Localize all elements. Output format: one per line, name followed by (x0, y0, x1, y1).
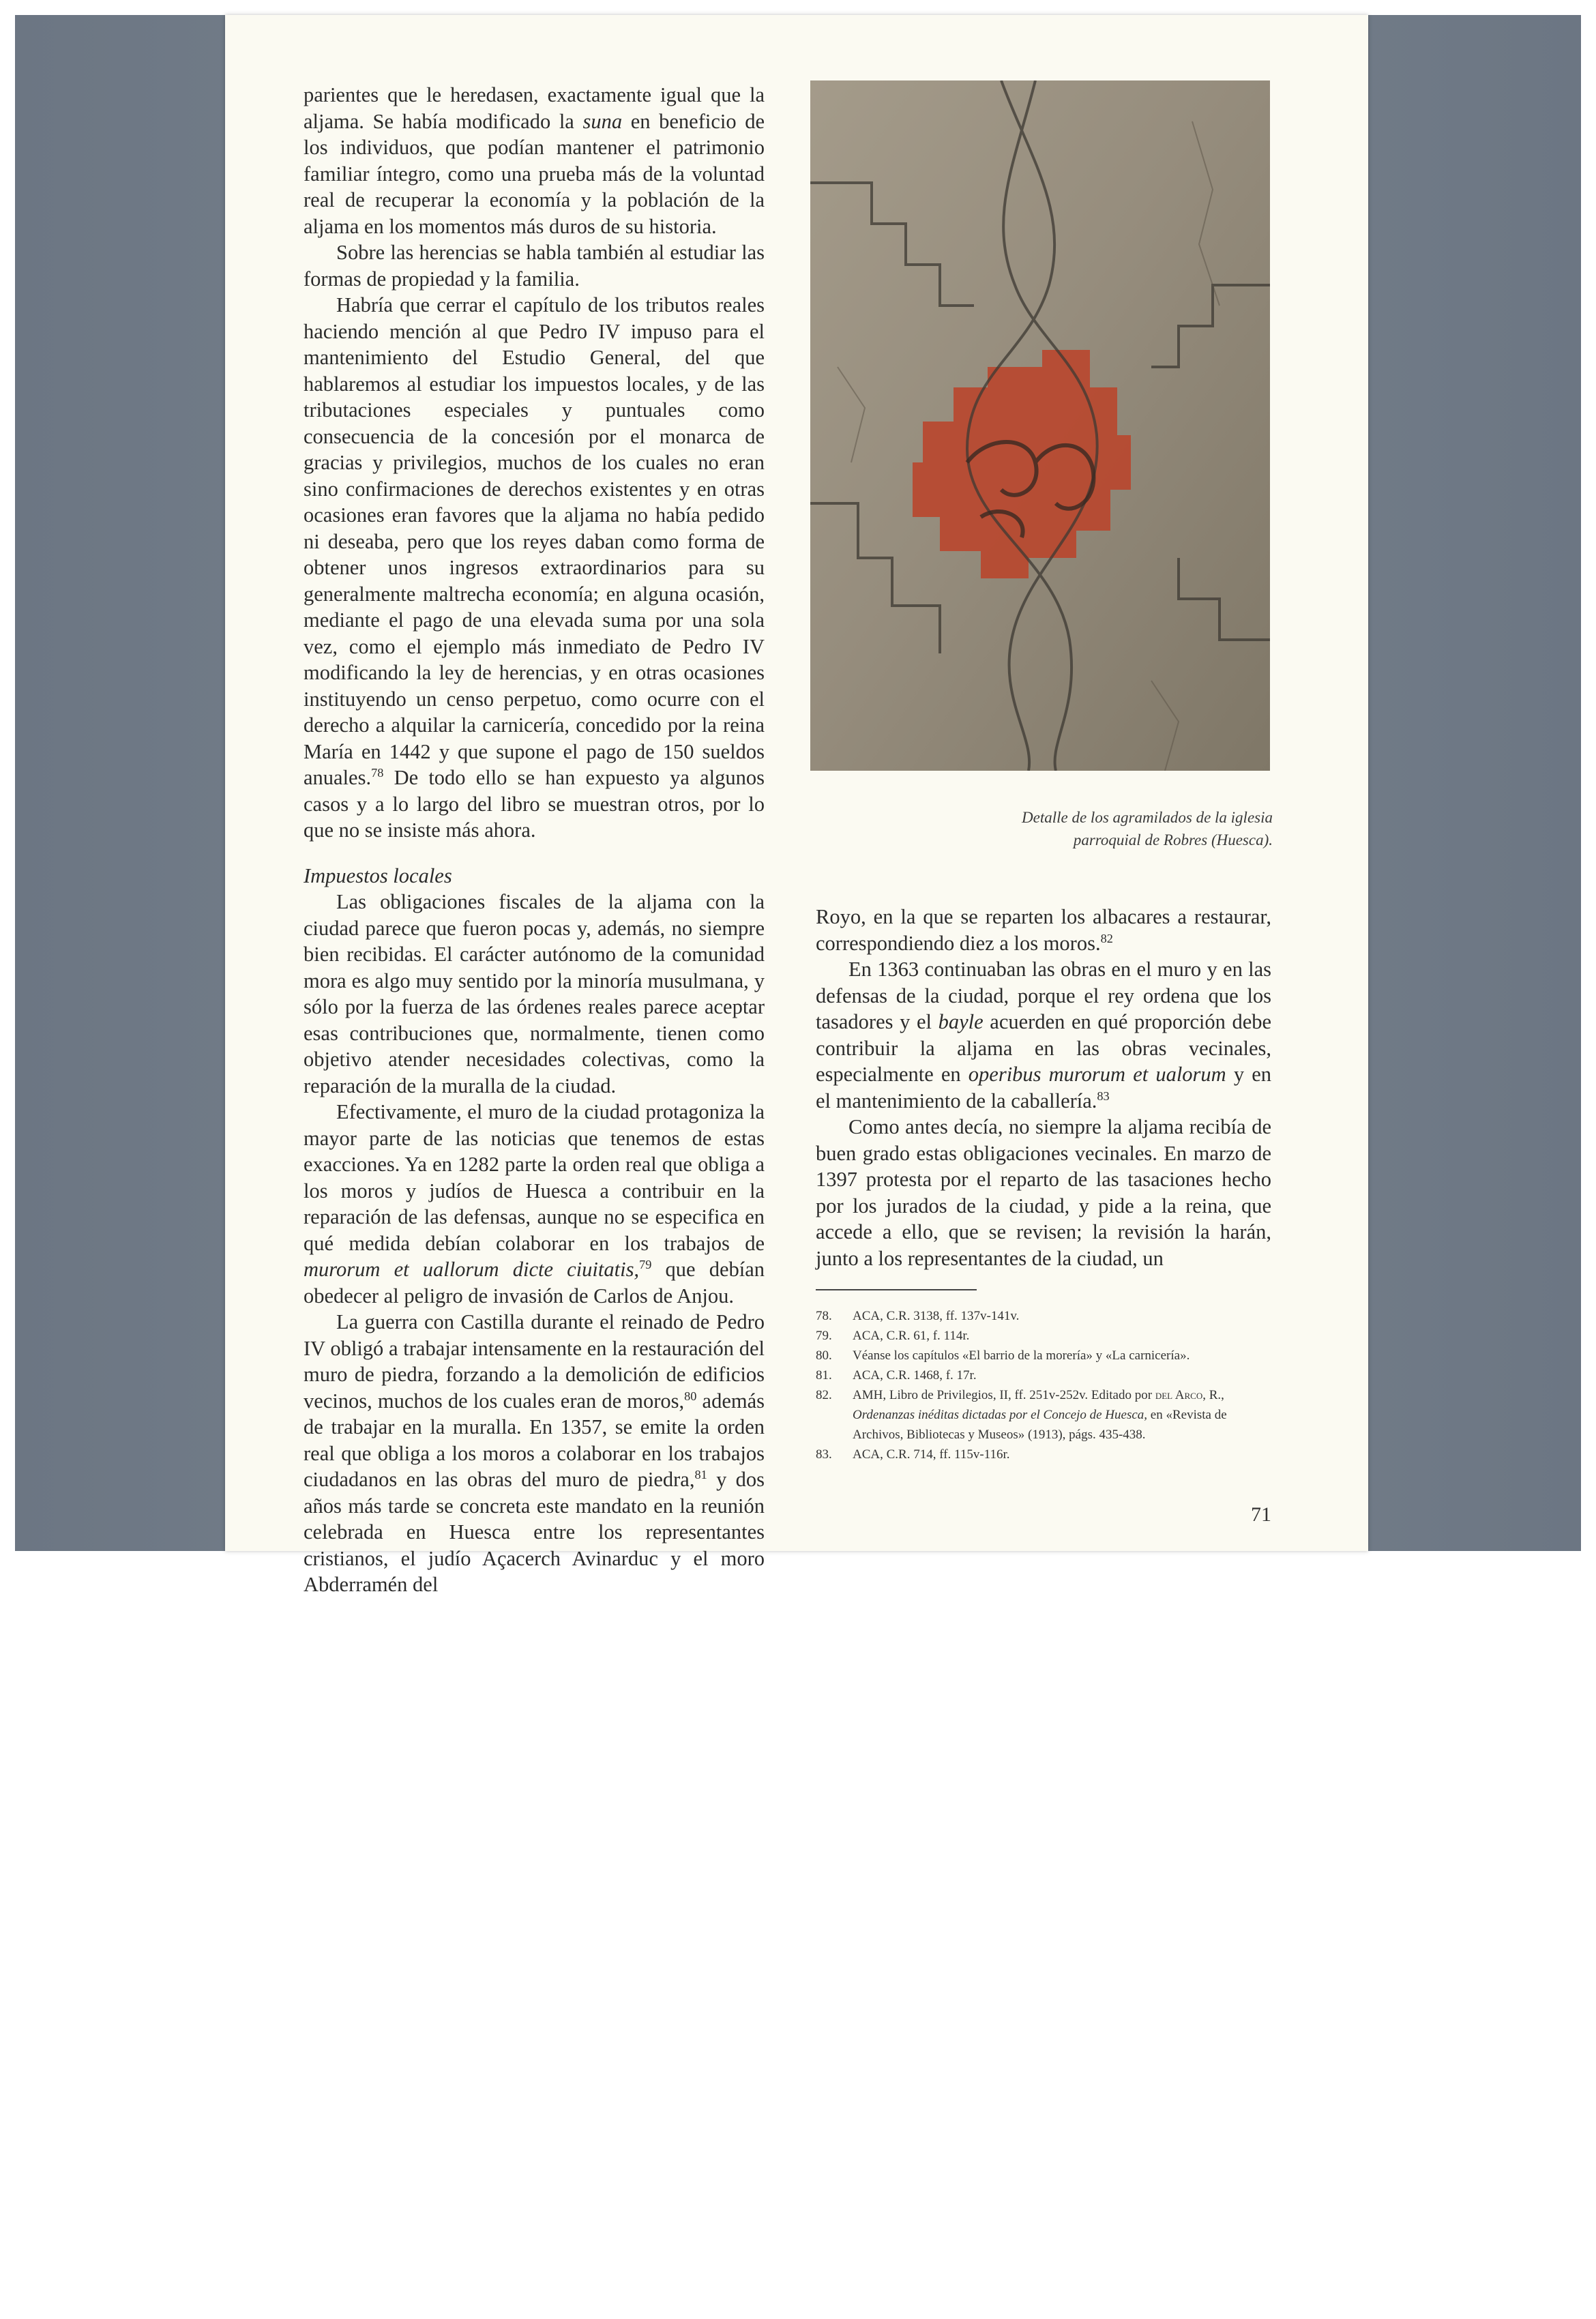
footnote: 83. ACA, C.R. 714, ff. 115v-116r. (816, 1447, 1010, 1462)
footnote: 82. AMH, Libro de Privilegios, II, ff. 251v-252v. Editado por del Arco, R., Ordenanzas inéditas dictadas por el Concejo de Huesca, en «Revista de Archivos, Bibliotecas y Museos» (1913), págs. 435-438. (816, 1388, 1227, 1442)
footnote-ref[interactable]: 83 (1097, 1089, 1110, 1103)
footnote: 79. ACA, C.R. 61, f. 114r. (816, 1329, 970, 1343)
footnote: 78. ACA, C.R. 3138, ff. 137v-141v. (816, 1309, 1020, 1323)
footnote: 80. Véanse los capítulos «El barrio de la morería» y «La carnicería». (816, 1348, 1190, 1363)
footnote-ref[interactable]: 82 (1100, 931, 1113, 945)
footnote-ref[interactable]: 81 (694, 1467, 707, 1481)
paragraph: La guerra con Castilla durante el reinado de Pedro IV obligó a trabajar intensamente en la restauración del muro de piedra, forzando a la demolición de edificios vecinos, muchos de los cuales eran de moros,$^{80}$ además de trabajar en la muralla. En 1357, se emite la orden real que obliga a los moros a colaborar en los trabajos ciudadanos en las obras del muro de piedra,$^{81}$ y dos años más tarde se concreta este mandato en la reunión celebrada en Huesca entre los representantes cristianos, el judío Açacerch Avinarduc y el moro Abderramén del (304, 1310, 765, 1596)
footnotes (816, 1306, 1271, 1464)
paragraph: Habría que cerrar el capítulo de los tributos reales haciendo mención al que Pedro IV impuso para el mantenimiento del Estudio General, del que hablaremos al estudiar los impuestos locales, y de las tributaciones especiales y puntuales como consecuencia de la concesión por el monarca de gracias y privilegios, muchos de los cuales no eran sino confirmaciones de derechos existentes y en otras ocasiones eran favores que la aljama no había pedido ni deseaba, pero que los reyes daban como forma de obtener unos ingresos extraordinarios para su generalmente maltrecha economía; en alguna ocasión, mediante el pago de una elevada suma por una sola vez, como el ejemplo más inmediato de Pedro IV modificando la ley de herencias, y en otras ocasiones instituyendo un censo perpetuo, como ocurre con el derecho a alquilar la carnicería, concedido por la reina María en 1442 y que supone el pago de 150 sueldos anuales.$^{78}$ De todo ello se han expuesto ya algunos casos y a lo largo del libro se muestran otros, por lo que no se insiste más ahora. (304, 293, 765, 842)
footnote-ref[interactable]: 78 (371, 765, 384, 780)
left-column (304, 82, 765, 1598)
right-column (816, 904, 1271, 1271)
footnote-ref[interactable]: 80 (684, 1389, 697, 1403)
footnote-ref[interactable]: 79 (639, 1257, 652, 1271)
paragraph: parientes que le heredasen, exactamente igual que la aljama. Se había modificado la suna en beneficio de los individuos, que podían mantener el patrimonio familiar íntegro, como una prueba más de la voluntad real de recuperar la economía y la población de la aljama en los momentos más duros de su historia. (304, 83, 765, 238)
paragraph: Como antes decía, no siempre la aljama recibía de buen grado estas obligaciones vecinales. En marzo de 1397 protesta por el reparto de las tasaciones hecho por los jurados de la ciudad, y pide a la reina, que accede a ello, que se revisen; la revisión la harán, junto a los representantes de la ciudad, un (816, 1115, 1271, 1270)
paragraph: Royo, en la que se reparten los albacares a restaurar, correspondiendo diez a los moros.$^{82}$ (816, 905, 1271, 955)
paragraph: Las obligaciones fiscales de la aljama con la ciudad parece que fueron pocas y, además, no siempre bien recibidas. El carácter autónomo de la comunidad mora es algo muy sentido por la minoría musulmana, y sólo por la fuerza de las órdenes reales parece aceptar esas contribuciones que, normalmente, tienen como objetivo atender necesidades colectivas, como la reparación de la muralla de la ciudad. (304, 890, 765, 1097)
paragraph: En 1363 continuaban las obras en el muro y en las defensas de la ciudad, porque el rey ordena que los tasadores y el bayle acuerden en qué proporción debe contribuir la aljama en las obras vecinales, especialmente en operibus murorum et ualorum y en el mantenimiento de la caballería.$^{83}$ (816, 958, 1272, 1112)
mural-photo (810, 80, 1270, 771)
figure-caption: Detalle de los agramilados de la iglesia parroquial de Robres (Huesca). (1022, 809, 1273, 848)
footnote-divider (816, 1289, 977, 1290)
page-number: 71 (1251, 1503, 1271, 1526)
paragraph: Sobre las herencias se habla también al estudiar las formas de propiedad y la familia. (304, 241, 765, 291)
footnote: 81. ACA, C.R. 1468, f. 17r. (816, 1368, 977, 1383)
paragraph: Efectivamente, el muro de la ciudad protagoniza la mayor parte de las noticias que tenemos de estas exacciones. Ya en 1282 parte la orden real que obliga a los moros y judíos de Huesca a contribuir en la reparación de las defensas, aunque no se especifica en qué medida debían colaborar en los trabajos de murorum et uallorum dicte ciuitatis,$^{79}$ que debían obedecer al peligro de invasión de Carlos de Anjou. (304, 1100, 765, 1308)
section-subheading: Impuestos locales (304, 863, 452, 887)
